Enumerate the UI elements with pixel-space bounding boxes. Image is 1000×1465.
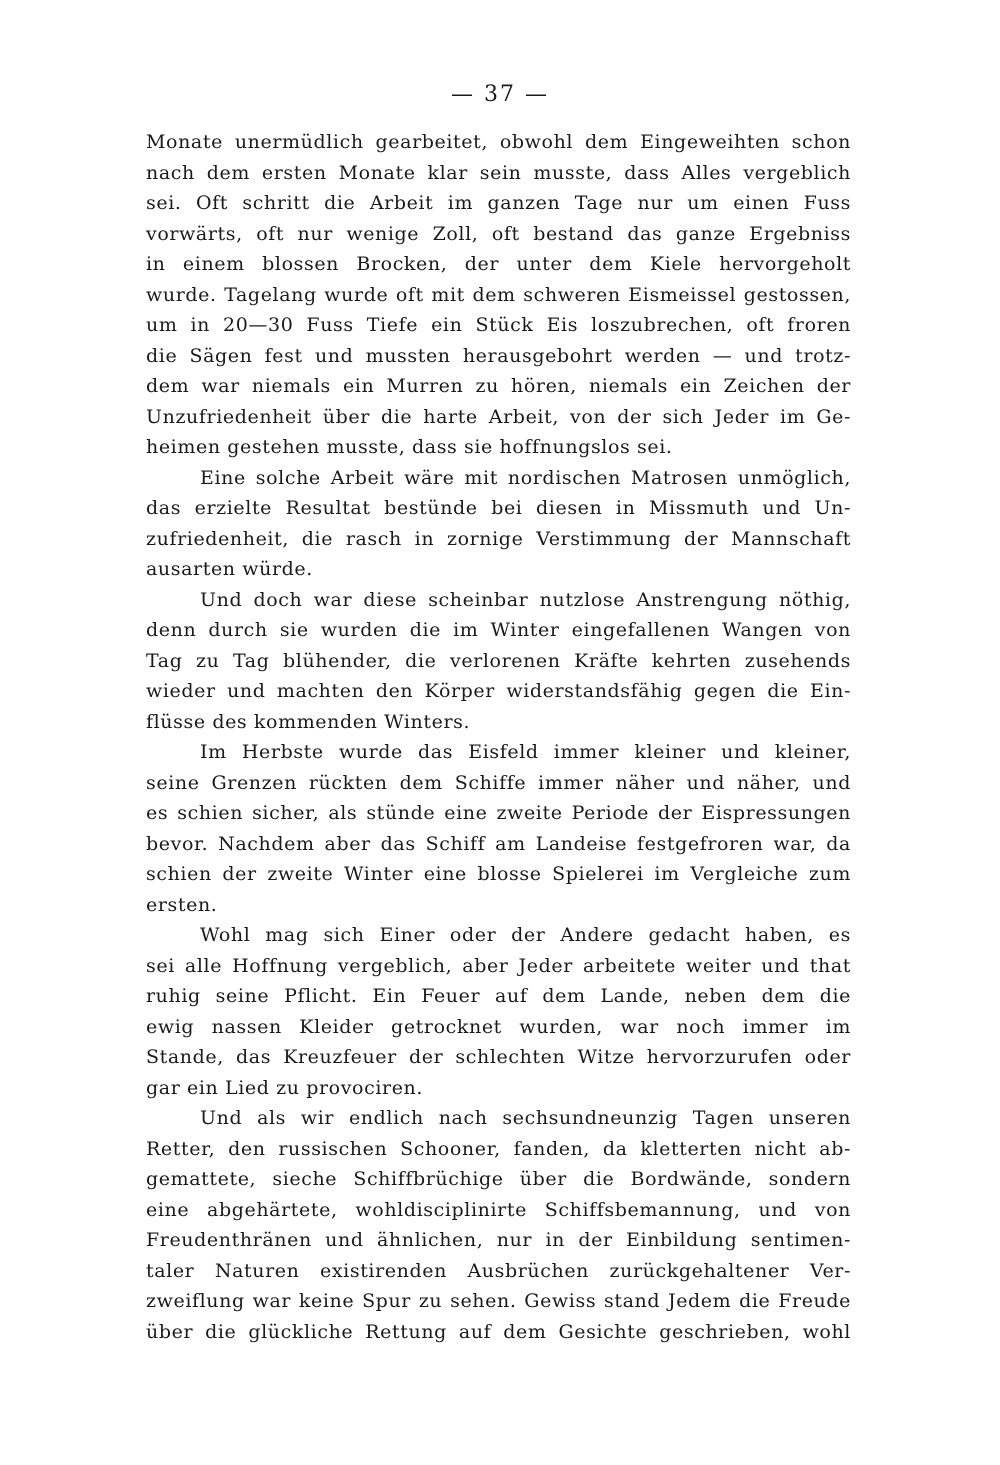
text-line: seine Grenzen rückten dem Schiffe immer näher und näher, und	[146, 771, 851, 794]
text-line: sei. Oft schritt die Arbeit im ganzen Tage nur um einen Fuss	[146, 192, 851, 214]
text-line: Und als wir endlich nach sechsundneunzig Tagen unseren	[200, 1107, 851, 1129]
text-line: heimen gestehen musste, dass sie hoffnungslos sei.	[146, 436, 673, 458]
text-line: dem war niemals ein Murren zu hören, niemals ein Zeichen der	[146, 375, 851, 397]
text-line: vorwärts, oft nur wenige Zoll, oft bestand das ganze Ergebniss	[146, 222, 851, 245]
text-line: Freudenthränen und ähnlichen, nur in der Einbildung sentimen-	[146, 1229, 851, 1251]
text-line: ewig nassen Kleider getrocknet wurden, war noch immer im	[146, 1015, 851, 1038]
text-line: ruhig seine Pflicht. Ein Feuer auf dem Lande, neben dem die	[146, 985, 851, 1007]
text-line: Retter, den russischen Schooner, fanden, da kletterten nicht ab-	[146, 1137, 851, 1160]
page-number: — 37 —	[451, 82, 549, 107]
text-line: gemattete, sieche Schiffbrüchige über die Bordwände, sondern	[146, 1168, 851, 1190]
text-line: zufriedenheit, die rasch in zornige Verstimmung der Mannschaft	[146, 527, 851, 550]
text-line: Wohl mag sich Einer oder der Andere gedacht haben, es	[200, 924, 851, 946]
text-line: wieder und machten den Körper widerstandsfähig gegen die Ein-	[146, 680, 851, 702]
text-line: über die glückliche Rettung auf dem Gesichte geschrieben, wohl	[146, 1320, 851, 1343]
text-line: gar ein Lied zu provociren.	[146, 1076, 424, 1099]
text-line: bevor. Nachdem aber das Schiff am Landeise festgefroren war, da	[146, 832, 851, 855]
text-line: Stande, das Kreuzfeuer der schlechten Witze hervorzurufen oder	[146, 1046, 851, 1068]
text-line: die Sägen fest und mussten herausgebohrt werden — und trotz-	[146, 344, 851, 367]
text-line: schien der zweite Winter eine blosse Spielerei im Vergleiche zum	[146, 863, 851, 885]
text-line: Tag zu Tag blühender, die verlorenen Kräfte kehrten zusehends	[146, 649, 851, 672]
text-line: Und doch war diese scheinbar nutzlose Anstrengung nöthig,	[200, 588, 851, 611]
text-line: Monate unermüdlich gearbeitet, obwohl dem Eingeweihten schon	[146, 131, 851, 153]
text-line: flüsse des kommenden Winters.	[146, 710, 471, 733]
text-line: zweiflung war keine Spur zu sehen. Gewiss stand Jedem die Freude	[146, 1290, 851, 1312]
text-line: taler Naturen existirenden Ausbrüchen zurückgehaltener Ver-	[146, 1259, 851, 1282]
text-line: eine abgehärtete, wohldisciplinirte Schiffsbemannung, und von	[146, 1198, 851, 1221]
text-line: in einem blossen Brocken, der unter dem Kiele hervorgeholt	[146, 253, 851, 275]
text-line: das erzielte Resultat bestünde bei diesen in Missmuth und Un-	[146, 497, 851, 519]
text-line: Eine solche Arbeit wäre mit nordischen Matrosen unmöglich,	[200, 466, 851, 489]
text-line: nach dem ersten Monate klar sein musste, dass Alles vergeblich	[146, 161, 851, 184]
text-line: ausarten würde.	[146, 558, 313, 580]
text-line: sei alle Hoffnung vergeblich, aber Jeder arbeitete weiter und that	[146, 954, 851, 977]
text-line: Unzufriedenheit über die harte Arbeit, von der sich Jeder im Ge-	[146, 405, 851, 428]
text-line: ersten.	[146, 893, 218, 916]
text-line: denn durch sie wurden die im Winter eingefallenen Wangen von	[146, 619, 851, 641]
text-line: um in 20—30 Fuss Tiefe ein Stück Eis loszubrechen, oft froren	[146, 314, 851, 336]
text-line: es schien sicher, als stünde eine zweite Periode der Eispressungen	[146, 802, 851, 824]
text-line: wurde. Tagelang wurde oft mit dem schweren Eismeissel gestossen,	[146, 283, 851, 306]
text-line: Im Herbste wurde das Eisfeld immer kleiner und kleiner,	[200, 741, 851, 763]
body-text	[146, 127, 851, 1347]
